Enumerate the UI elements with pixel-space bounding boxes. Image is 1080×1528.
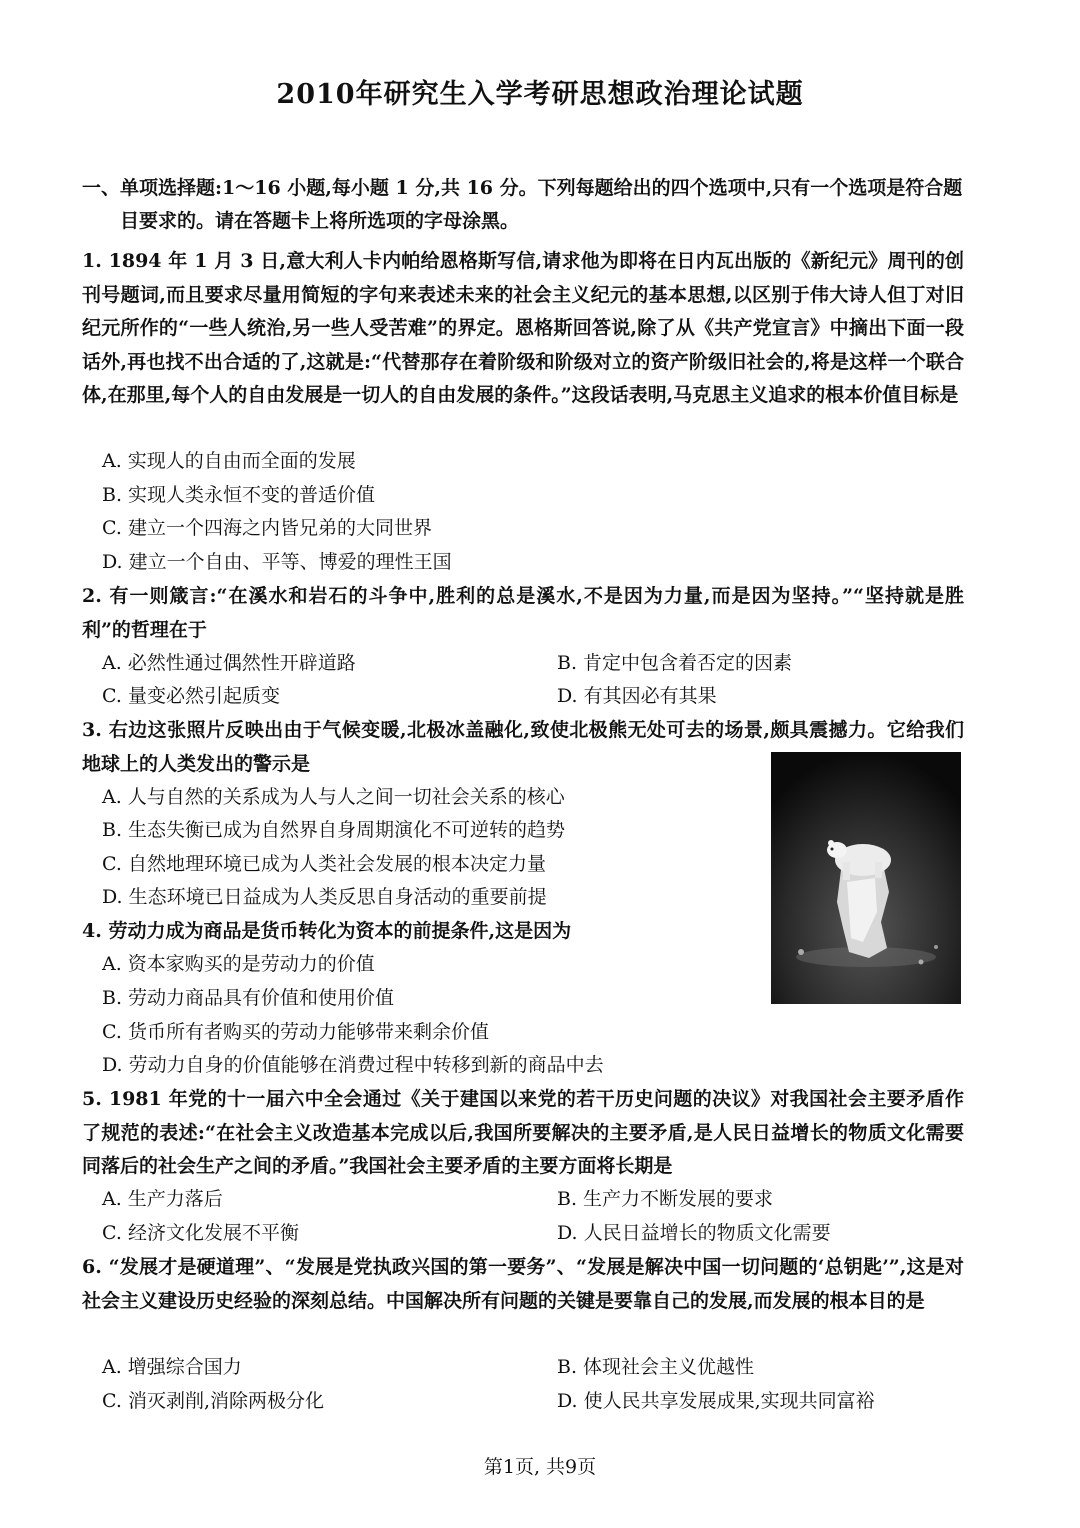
question-3-option-d: D. 生态环境已日益成为人类反思自身活动的重要前提 — [102, 886, 547, 908]
question-6-option-a: A. 增强综合国力 — [102, 1356, 242, 1378]
page-title: 2010年研究生入学考研思想政治理论试题 — [276, 79, 804, 110]
question-3-option-c: C. 自然地理环境已成为人类社会发展的根本决定力量 — [102, 853, 546, 875]
question-4-option-a: A. 资本家购买的是劳动力的价值 — [102, 953, 375, 975]
question-2-option-a: A. 必然性通过偶然性开辟道路 — [102, 652, 356, 674]
section-heading: 一、单项选择题:1～16 小题,每小题 1 分,共 16 分。下列每题给出的四个选项中,只有一个选项是符合题目要求的。请在答题卡上将所选项的字母涂黑。 — [82, 177, 963, 232]
question-6-stem: 6. “发展才是硬道理”、“发展是党执政兴国的第一要务”、“发展是解决中国一切问题的‘总钥匙’”,这是对社会主义建设历史经验的深刻总结。中国解决所有问题的关键是要靠自己的发展,而发展的根本目的是 — [82, 1256, 964, 1312]
question-2-stem: 2. 有一则箴言:“在溪水和岩石的斗争中,胜利的总是溪水,不是因为力量,而是因为坚持。”“坚持就是胜利”的哲理在于 — [82, 585, 964, 641]
question-3-stem: 3. 右边这张照片反映出由于气候变暖,北极冰盖融化,致使北极熊无处可去的场景,颇具震撼力。它给我们地球上的人类发出的警示是 — [82, 719, 964, 775]
question-1-option-d: D. 建立一个自由、平等、博爱的理性王国 — [102, 551, 452, 573]
question-4-option-b: B. 劳动力商品具有价值和使用价值 — [102, 987, 395, 1009]
question-6-option-d: D. 使人民共享发展成果,实现共同富裕 — [557, 1390, 875, 1412]
question-5-option-b: B. 生产力不断发展的要求 — [557, 1188, 774, 1210]
question-5-option-c: C. 经济文化发展不平衡 — [102, 1222, 299, 1244]
question-3-option-b: B. 生态失衡已成为自然界自身周期演化不可逆转的趋势 — [102, 819, 566, 841]
page-footer: 第1页, 共9页 — [483, 1456, 597, 1478]
question-4-option-d: D. 劳动力自身的价值能够在消费过程中转移到新的商品中去 — [102, 1054, 604, 1076]
question-6-option-c: C. 消灭剥削,消除两极分化 — [102, 1390, 324, 1412]
polar-bear-image — [771, 752, 961, 1004]
question-5-option-d: D. 人民日益增长的物质文化需要 — [557, 1222, 831, 1244]
question-1-stem: 1. 1894 年 1 月 3 日,意大利人卡内帕给恩格斯写信,请求他为即将在日内瓦出版的《新纪元》周刊的创刊号题词,而且要求尽量用简短的字句来表述未来的社会主义纪元的基本思想,以区别于伟大诗人但丁对旧纪元所作的“一些人统治,另一些人受苦难”的界定。恩格斯回答说,除了从《共产党宣言》中摘出下面一段话外,再也找不出合适的了,这就是:“代替那存在着阶级和阶级对立的资产阶级旧社会的,将是这样一个联合体,在那里,每个人的自由发展是一切人的自由发展的条件。”这段话表明,马克思主义追求的根本价值目标是 — [82, 250, 964, 407]
question-4-option-c: C. 货币所有者购买的劳动力能够带来剩余价值 — [102, 1021, 489, 1043]
question-4-stem: 4. 劳动力成为商品是货币转化为资本的前提条件,这是因为 — [82, 920, 572, 942]
question-5-option-a: A. 生产力落后 — [102, 1188, 223, 1210]
question-5-stem: 5. 1981 年党的十一届六中全会通过《关于建国以来党的若干历史问题的决议》对我国社会主要矛盾作了规范的表述:“在社会主义改造基本完成以后,我国所要解决的主要矛盾,是人民日益增长的物质文化需要同落后的社会生产之间的矛盾。”我国社会主要矛盾的主要方面将长期是 — [82, 1088, 964, 1178]
question-1-option-c: C. 建立一个四海之内皆兄弟的大同世界 — [102, 517, 432, 539]
question-2-option-d: D. 有其因必有其果 — [557, 685, 717, 707]
polar-bear-photo — [771, 752, 961, 1004]
question-2-option-c: C. 量变必然引起质变 — [102, 685, 280, 707]
question-6-option-b: B. 体现社会主义优越性 — [557, 1356, 755, 1378]
question-1-option-b: B. 实现人类永恒不变的普适价值 — [102, 484, 376, 506]
question-2-option-b: B. 肯定中包含着否定的因素 — [557, 652, 793, 674]
question-3-option-a: A. 人与自然的关系成为人与人之间一切社会关系的核心 — [102, 786, 565, 808]
question-1-option-a: A. 实现人的自由而全面的发展 — [102, 450, 356, 472]
